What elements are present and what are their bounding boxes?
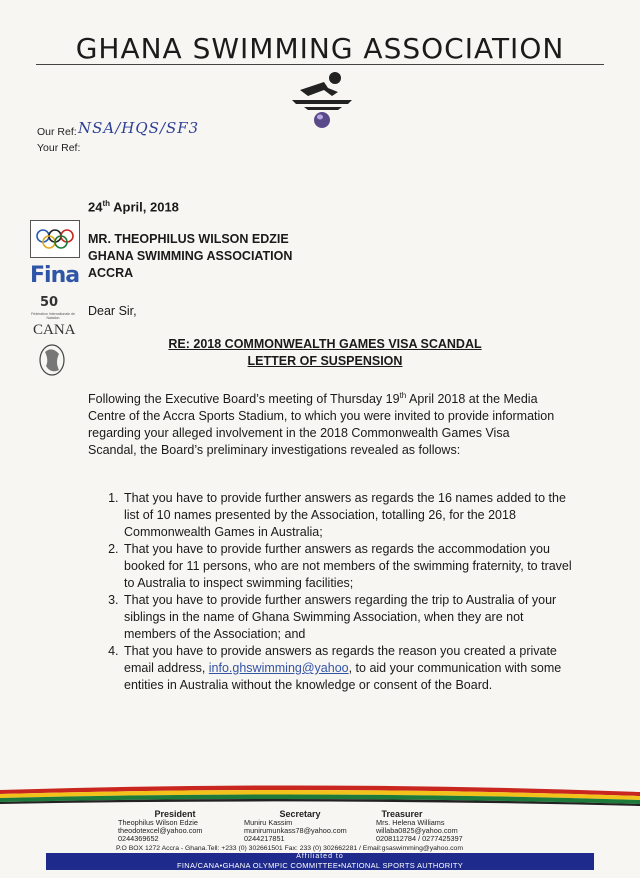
treasurer-title: Treasurer xyxy=(381,809,423,819)
findings-list xyxy=(104,490,574,694)
header-rule xyxy=(36,64,604,65)
swimmer-logo xyxy=(288,70,358,132)
subject-line: RE: 2018 COMMONWEALTH GAMES VISA SCANDAL xyxy=(168,337,482,351)
fina-50-icon xyxy=(38,292,66,310)
email-link[interactable]: info.ghswimming@yahoo xyxy=(208,661,349,675)
salutation: Dear Sir, xyxy=(88,304,137,318)
list-item: 2. That you have to provide further answers as regards the accommodation you booked for 11 persons, who are not members of the swimming fraternity, to travel to Australia to inspect swimming facilities; xyxy=(122,541,574,592)
list-item: 4. That you have to provide answers as regards the reason you created a private email address, info.ghswimming@yahoo, to aid your communication with some entities in Australia without the knowledge or consent of the Board. xyxy=(122,643,574,694)
affiliated-organizations: FINA/CANA•GHANA OLYMPIC COMMITTEE•NATIONAL SPORTS AUTHORITY xyxy=(176,861,464,870)
secretary-title: Secretary xyxy=(279,809,321,819)
treasurer-details: Mrs. Helena Williams willaba0825@yahoo.com 0208112784 / 0277425397 xyxy=(376,818,463,843)
our-ref-handwritten-value: NSA/HQS/SF3 xyxy=(78,119,200,137)
fina-logo-text: Fina xyxy=(30,263,80,288)
affiliated-label: Affiliated to xyxy=(296,853,344,860)
subject-line-suspension: LETTER OF SUSPENSION xyxy=(247,354,403,368)
intro-paragraph: Following the Executive Board’s meeting of Thursday 19th April 2018 at the Media Centre of the Accra Sports Stadium, to which you were invited to provide information regarding your alleged involvement in the 2018 Commonwealth Games Visa Scandal, the Board’s preliminary investigations revealed as follows: xyxy=(88,391,555,458)
president-title: President xyxy=(154,809,196,819)
list-item: 3. That you have to provide further answers regarding the trip to Australia of your siblings in the name of Ghana Swimming Association, when they are not members of the Association; and xyxy=(122,592,574,643)
recipient-city: ACCRA xyxy=(88,266,134,280)
list-item: 1. That you have to provide further answers as regards the 16 names added to the list of 10 names presented by the Association, totalling 26, for the 2018 Commonwealth Games in Australia; xyxy=(122,490,574,541)
our-ref-label: Our Ref: xyxy=(37,126,77,138)
secretary-details: Muniru Kassim munirumunkass78@yahoo.com 0244217851 xyxy=(244,818,347,843)
olympic-rings-logo xyxy=(30,220,80,258)
recipient-name: MR. THEOPHILUS WILSON EDZIE xyxy=(88,232,289,246)
contact-line: P.O BOX 1272 Accra - Ghana.Tell: +233 (0) 302661501 Fax: 233 (0) 302662281 / Email:gsaswimming@yahoo.com xyxy=(116,845,464,852)
your-ref-label: Your Ref: xyxy=(37,142,81,154)
letter-date: 24th April, 2018 xyxy=(88,199,179,215)
fina-caption: Fédération Internationale de Natation xyxy=(31,312,75,320)
president-details: Theophilus Wilson Edzie theodotexcel@yahoo.com 0244369652 xyxy=(118,818,203,843)
cana-logo-text: CANA xyxy=(33,322,76,338)
recipient-organization: GHANA SWIMMING ASSOCIATION xyxy=(88,249,293,263)
organization-title: GHANA SWIMMING ASSOCIATION xyxy=(75,32,565,65)
cana-emblem-icon xyxy=(37,342,67,378)
svg-text:50: 50 xyxy=(40,295,59,310)
